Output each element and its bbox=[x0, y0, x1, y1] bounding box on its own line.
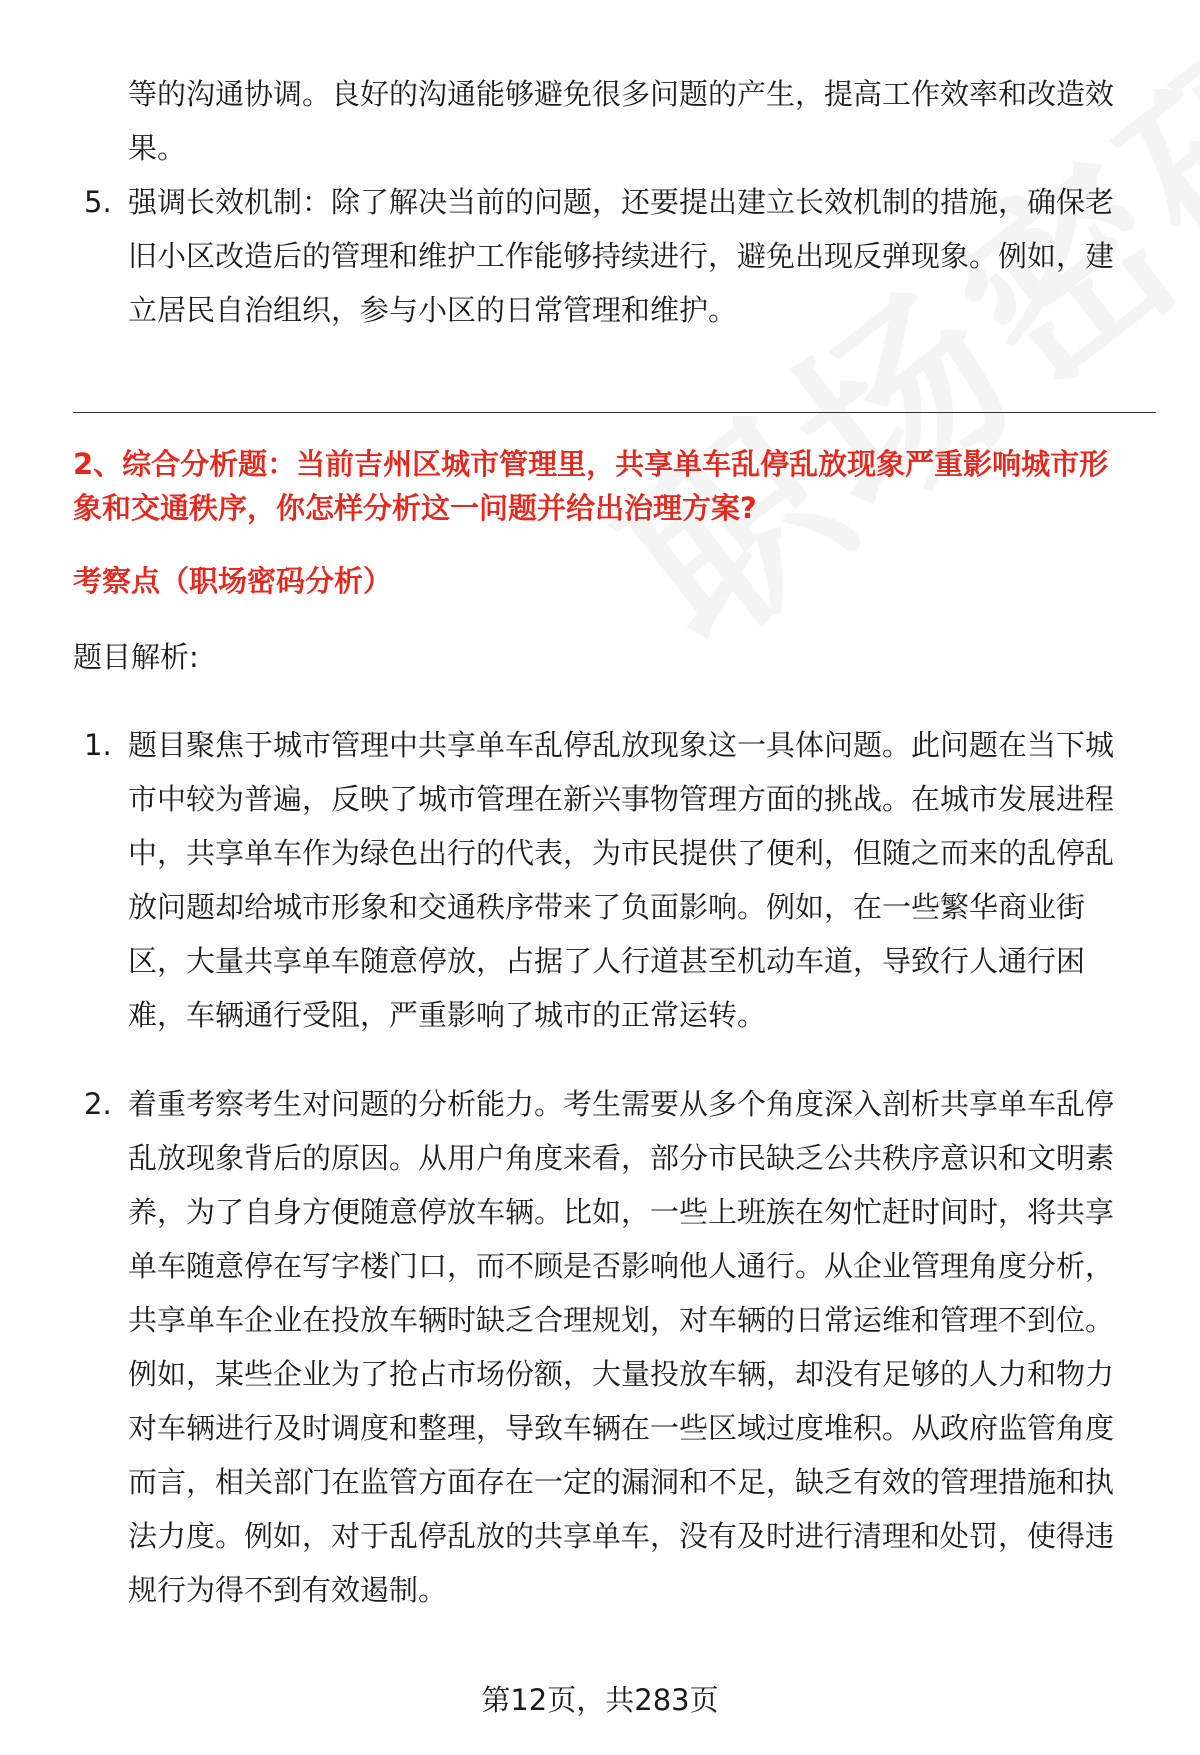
analysis-item1-line-5: 区，大量共享单车随意停放，占据了人行道甚至机动车道，导致行人通行困 bbox=[128, 944, 1086, 978]
item4-line-1: 等的沟通协调。良好的沟通能够避免很多问题的产生，提高工作效率和改造效 bbox=[128, 77, 1115, 111]
analysis-item2-line-9: 法力度。例如，对于乱停乱放的共享单车，没有及时进行清理和处罚，使得违 bbox=[128, 1519, 1115, 1553]
analysis-item2-number: 2. bbox=[84, 1087, 112, 1121]
analysis-item2-line-2: 乱放现象背后的原因。从用户角度来看，部分市民缺乏公共秩序意识和文明素 bbox=[128, 1141, 1115, 1175]
analysis-item2-line-5: 共享单车企业在投放车辆时缺乏合理规划，对车辆的日常运维和管理不到位。 bbox=[128, 1303, 1115, 1337]
item5-line-3: 立居民自治组织，参与小区的日常管理和维护。 bbox=[128, 293, 738, 327]
exam-point-heading: 考察点（职场密码分析） bbox=[73, 564, 393, 598]
analysis-item1-number: 1. bbox=[84, 728, 112, 762]
item4-line-2: 果。 bbox=[128, 131, 187, 165]
page-footer: 第12页，共283页 bbox=[481, 1683, 719, 1717]
analysis-item2-line-8: 而言，相关部门在监管方面存在一定的漏洞和不足，缺乏有效的管理措施和执 bbox=[128, 1465, 1115, 1499]
analysis-item2-line-3: 养，为了自身方便随意停放车辆。比如，一些上班族在匆忙赶时间时，将共享 bbox=[128, 1195, 1115, 1229]
analysis-item1-line-4: 放问题却给城市形象和交通秩序带来了负面影响。例如，在一些繁华商业街 bbox=[128, 890, 1086, 924]
analysis-item2-line-10: 规行为得不到有效遏制。 bbox=[128, 1573, 448, 1607]
analysis-item2-line-4: 单车随意停在写字楼门口，而不顾是否影响他人通行。从企业管理角度分析， bbox=[128, 1249, 1115, 1283]
analysis-item1-line-6: 难，车辆通行受阻，严重影响了城市的正常运转。 bbox=[128, 998, 767, 1032]
analysis-label: 题目解析: bbox=[73, 640, 199, 674]
question-title-line-1: 2、综合分析题：当前吉州区城市管理里，共享单车乱停乱放现象严重影响城市形 bbox=[73, 447, 1109, 481]
analysis-item1-line-1: 题目聚焦于城市管理中共享单车乱停乱放现象这一具体问题。此问题在当下城 bbox=[128, 728, 1115, 762]
section-divider bbox=[73, 412, 1156, 413]
analysis-item2-line-7: 对车辆进行及时调度和整理，导致车辆在一些区域过度堆积。从政府监管角度 bbox=[128, 1411, 1115, 1445]
item5-number: 5. bbox=[84, 185, 112, 219]
analysis-item1-line-2: 市中较为普遍，反映了城市管理在新兴事物管理方面的挑战。在城市发展进程 bbox=[128, 782, 1115, 816]
analysis-item2-line-1: 着重考察考生对问题的分析能力。考生需要从多个角度深入剖析共享单车乱停 bbox=[128, 1087, 1115, 1121]
item5-line-1: 强调长效机制：除了解决当前的问题，还要提出建立长效机制的措施，确保老 bbox=[128, 185, 1115, 219]
question-title-line-2: 象和交通秩序，你怎样分析这一问题并给出治理方案? bbox=[73, 491, 757, 525]
analysis-item2-line-6: 例如，某些企业为了抢占市场份额，大量投放车辆，却没有足够的人力和物力 bbox=[128, 1357, 1115, 1391]
analysis-item1-line-3: 中，共享单车作为绿色出行的代表，为市民提供了便利，但随之而来的乱停乱 bbox=[128, 836, 1115, 870]
item5-line-2: 旧小区改造后的管理和维护工作能够持续进行，避免出现反弹现象。例如，建 bbox=[128, 239, 1115, 273]
